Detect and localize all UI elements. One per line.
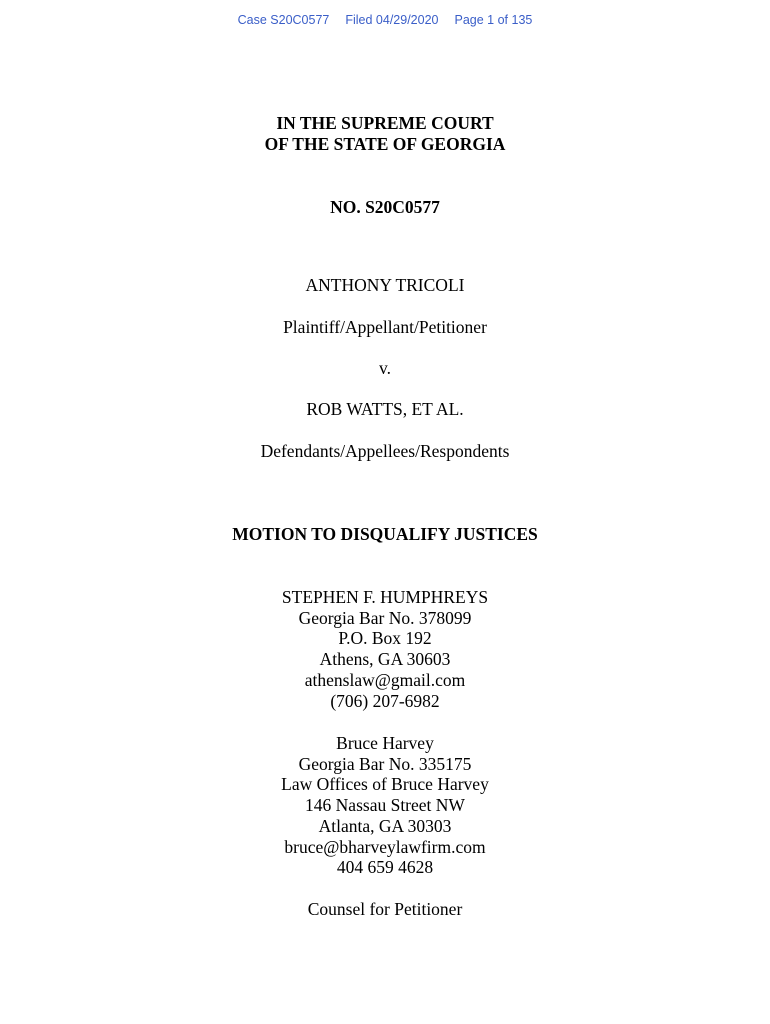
filed-stamp: Filed 04/29/2020 <box>345 13 439 27</box>
case-number: NO. S20C0577 <box>330 197 440 217</box>
counsel-2-address-1: 146 Nassau Street NW <box>305 795 465 815</box>
counsel-1-address-1: P.O. Box 192 <box>338 628 432 648</box>
counsel-2-firm: Law Offices of Bruce Harvey <box>281 774 489 794</box>
counsel-2-bar: Georgia Bar No. 335175 <box>298 754 472 774</box>
counsel-2-phone: 404 659 4628 <box>336 857 434 877</box>
counsel-1-address-2: Athens, GA 30603 <box>319 649 451 669</box>
versus: v. <box>379 358 391 378</box>
counsel-1-name: STEPHEN F. HUMPHREYS <box>281 587 489 607</box>
defendant-role: Defendants/Appellees/Respondents <box>260 441 510 461</box>
case-stamp: Case S20C0577 <box>237 13 330 27</box>
plaintiff-role: Plaintiff/Appellant/Petitioner <box>283 317 487 337</box>
plaintiff-name: ANTHONY TRICOLI <box>305 275 465 295</box>
counsel-2-email: bruce@bharveylawfirm.com <box>284 837 486 857</box>
counsel-1-email: athenslaw@gmail.com <box>304 670 466 690</box>
counsel-1-bar: Georgia Bar No. 378099 <box>298 608 472 628</box>
counsel-2-address-2: Atlanta, GA 30303 <box>318 816 452 836</box>
motion-title: MOTION TO DISQUALIFY JUSTICES <box>232 524 538 544</box>
counsel-2-name: Bruce Harvey <box>336 733 434 753</box>
court-name-line-1: IN THE SUPREME COURT <box>276 113 494 133</box>
counsel-1-phone: (706) 207-6982 <box>330 691 440 711</box>
counsel-for: Counsel for Petitioner <box>307 899 463 919</box>
defendant-name: ROB WATTS, ET AL. <box>306 399 464 419</box>
court-name-line-2: OF THE STATE OF GEORGIA <box>264 134 506 154</box>
page-stamp: Page 1 of 135 <box>454 13 533 27</box>
filing-stamp <box>0 13 770 27</box>
